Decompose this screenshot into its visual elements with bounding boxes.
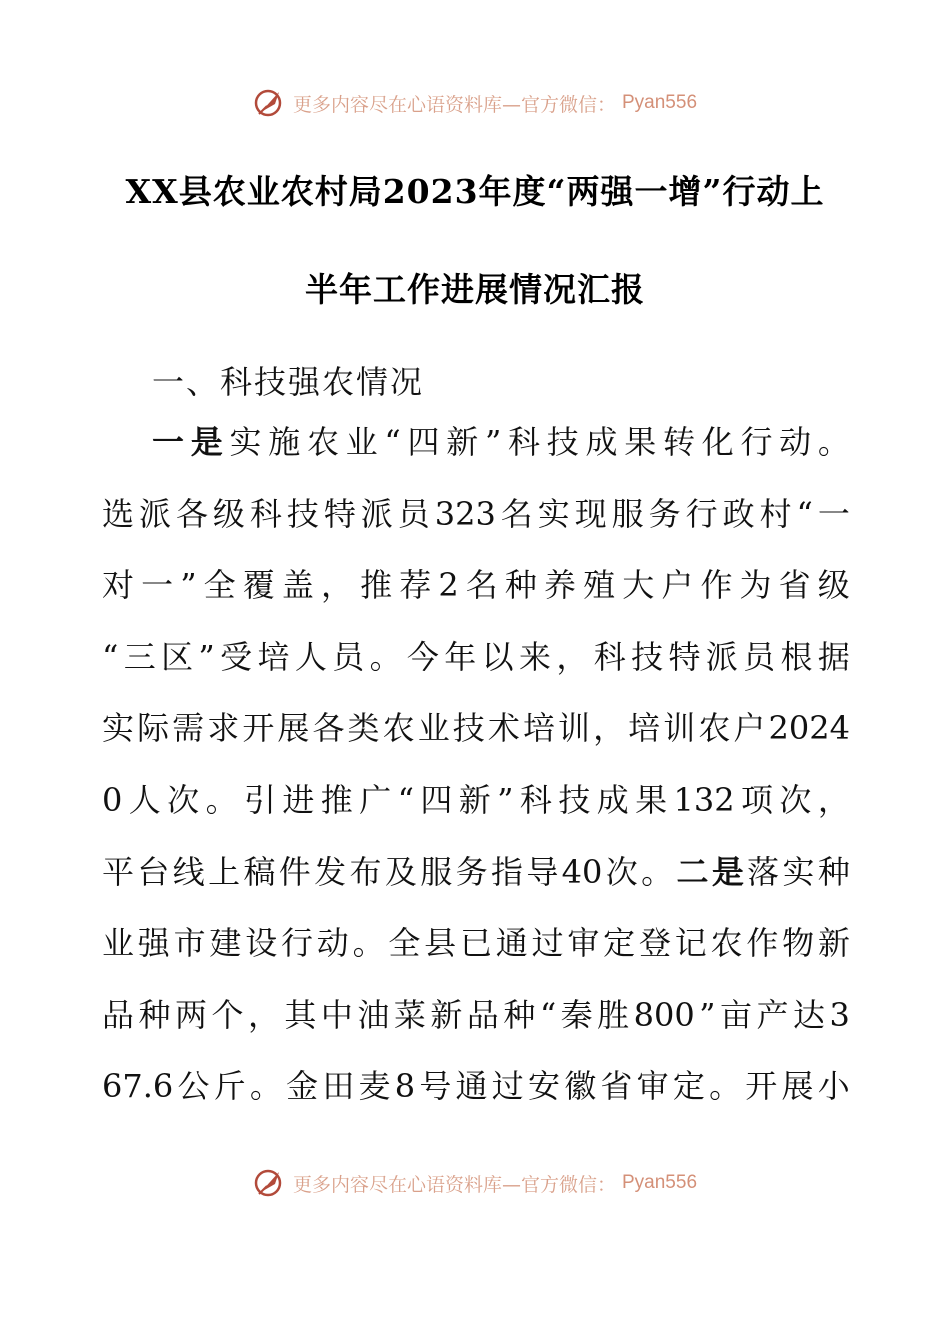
text-glyph: 斤 (213, 1067, 246, 1106)
text-glyph: 两 (174, 995, 207, 1034)
text-glyph: 技 (546, 423, 579, 461)
text-glyph: 实 (782, 852, 815, 891)
text-glyph: 。 (352, 924, 385, 963)
text-glyph: 村 (759, 494, 792, 533)
text-glyph: 化 (701, 423, 734, 461)
text-glyph: 展 (781, 1067, 814, 1106)
text-glyph: 覆 (242, 566, 275, 605)
text-glyph: 成 (596, 781, 629, 819)
text-glyph: ， (593, 709, 626, 748)
text-glyph: 展 (277, 709, 310, 748)
text-glyph: “ (397, 781, 414, 819)
text-glyph: 。 (249, 1067, 282, 1106)
text-glyph: 技 (558, 781, 591, 819)
text-glyph: 培 (257, 637, 290, 676)
text-glyph: 其 (284, 995, 317, 1034)
text-glyph: 派 (360, 494, 393, 533)
text-glyph: 培 (628, 709, 661, 748)
text-glyph: 作 (700, 566, 733, 605)
text-glyph: 以 (481, 637, 514, 676)
text-glyph: 实 (229, 423, 262, 461)
text-glyph: 人 (128, 781, 161, 819)
text-glyph: 业 (345, 423, 378, 461)
text-glyph: 0 (102, 781, 123, 819)
text-glyph: 养 (544, 566, 577, 605)
text-glyph: 术 (487, 709, 520, 748)
text-glyph: 需 (172, 709, 205, 748)
text-glyph: 定 (603, 924, 636, 963)
paragraph-line (102, 780, 850, 820)
paragraph-line (102, 1066, 850, 1106)
text-glyph: 服 (611, 494, 644, 533)
paragraph-line (102, 494, 850, 534)
text-glyph: 农 (382, 709, 415, 748)
quill-logo-icon (253, 86, 287, 120)
paragraph-line (102, 995, 850, 1035)
text-glyph: 800 (633, 995, 695, 1034)
text-glyph: ， (321, 566, 354, 605)
text-glyph: 县 (424, 924, 457, 963)
text-glyph: 件 (278, 852, 311, 891)
emphasis-marker: 一 (152, 423, 185, 461)
text-glyph: 徽 (564, 1067, 597, 1106)
text-glyph: 达 (792, 995, 825, 1034)
text-glyph: 种 (138, 995, 171, 1034)
text-glyph: 一 (141, 566, 174, 605)
text-glyph: 人 (294, 637, 327, 676)
document-title-line-2: 半年工作进展情况汇报 (305, 270, 645, 309)
text-glyph: 大 (622, 566, 655, 605)
text-glyph: 各 (175, 494, 208, 533)
text-glyph: 现 (574, 494, 607, 533)
text-glyph: 技 (286, 494, 319, 533)
section-heading: 一、科技强农情况 (152, 363, 425, 401)
text-glyph: 科 (593, 637, 626, 676)
text-glyph: 布 (349, 852, 382, 891)
paragraph-line (102, 565, 850, 605)
watermark-footer (0, 1166, 950, 1200)
text-glyph: 市 (173, 924, 206, 963)
text-glyph: 过 (531, 924, 564, 963)
text-glyph: 求 (207, 709, 240, 748)
text-glyph: 上 (208, 852, 241, 891)
text-glyph: 特 (668, 637, 701, 676)
text-glyph: 油 (357, 995, 390, 1034)
text-glyph: 作 (746, 924, 779, 963)
text-glyph: 通 (495, 924, 528, 963)
text-glyph: 科 (249, 494, 282, 533)
text-glyph: 级 (212, 494, 245, 533)
text-glyph: 强 (137, 924, 170, 963)
text-glyph: 行 (740, 423, 773, 461)
text-glyph: 次 (779, 781, 812, 819)
text-glyph: 今 (406, 637, 439, 676)
text-glyph: 施 (268, 423, 301, 461)
text-glyph: 技 (631, 637, 664, 676)
watermark-text: 更多内容尽在心语资料库—官方微信： (292, 1173, 616, 1196)
text-glyph: 受 (220, 637, 253, 676)
text-glyph: 开 (745, 1067, 778, 1106)
text-glyph: 号 (419, 1067, 452, 1106)
text-glyph: 实 (537, 494, 570, 533)
text-glyph: 。 (709, 1067, 742, 1106)
text-glyph: 中 (320, 995, 353, 1034)
text-glyph: 政 (722, 494, 755, 533)
document-title-line-1: XX县农业农村局2023年度“两强一增”行动上 (125, 172, 825, 211)
text-glyph: 稿 (243, 852, 276, 891)
text-glyph: 新 (458, 781, 491, 819)
text-glyph: 麦 (358, 1067, 391, 1106)
text-glyph: 2024 (768, 709, 850, 748)
text-glyph: “ (102, 637, 119, 676)
text-glyph: 种 (503, 995, 536, 1034)
text-glyph: 行 (280, 924, 313, 963)
watermark-wechat-id: Pyan556 (622, 92, 698, 113)
text-glyph: 果 (635, 781, 668, 819)
text-glyph: 种 (817, 852, 850, 891)
text-glyph: 根 (780, 637, 813, 676)
text-glyph: ， (247, 995, 280, 1034)
text-glyph: 年 (444, 637, 477, 676)
text-glyph: 亩 (719, 995, 752, 1034)
text-glyph: 秦 (560, 995, 593, 1034)
text-glyph: 登 (638, 924, 671, 963)
text-glyph: 物 (782, 924, 815, 963)
text-glyph: 动 (316, 924, 349, 963)
text-glyph: “ (539, 995, 557, 1034)
text-glyph: 品 (102, 995, 135, 1034)
text-glyph: ” (198, 637, 215, 676)
text-glyph: 科 (508, 423, 541, 461)
text-glyph: 记 (674, 924, 707, 963)
paragraph-line (102, 708, 850, 748)
text-glyph: 胜 (597, 995, 630, 1034)
text-glyph: 成 (585, 423, 618, 461)
text-glyph: 审 (567, 924, 600, 963)
text-glyph: 引 (243, 781, 276, 819)
text-glyph: 。 (817, 423, 850, 461)
text-glyph: 开 (242, 709, 275, 748)
text-glyph: 农 (710, 924, 743, 963)
paragraph-line (152, 422, 850, 462)
text-glyph: “ (796, 494, 813, 533)
text-glyph: 67.6 (102, 1067, 174, 1106)
text-glyph: 果 (624, 423, 657, 461)
text-glyph: 服 (420, 852, 453, 891)
text-glyph: 平 (102, 852, 135, 891)
emphasis-marker: 是 (190, 423, 223, 461)
text-glyph: 际 (137, 709, 170, 748)
text-glyph: 全 (388, 924, 421, 963)
text-glyph: 级 (817, 566, 850, 605)
paragraph-line (102, 852, 850, 892)
text-glyph: 对 (102, 566, 135, 605)
text-glyph: 全 (203, 566, 236, 605)
text-glyph: 审 (636, 1067, 669, 1106)
text-glyph: 40 (561, 852, 603, 891)
text-glyph: 转 (662, 423, 695, 461)
text-glyph: 菜 (393, 995, 426, 1034)
text-glyph: 四 (420, 781, 453, 819)
text-glyph: 新 (430, 995, 463, 1034)
text-glyph: 产 (756, 995, 789, 1034)
paragraph-line (102, 923, 850, 963)
text-glyph: 导 (526, 852, 559, 891)
text-glyph: 员 (743, 637, 776, 676)
text-glyph: 个 (211, 995, 244, 1034)
watermark-text: 更多内容尽在心语资料库—官方微信： (292, 93, 616, 116)
text-glyph: 定 (672, 1067, 705, 1106)
text-glyph: 员 (397, 494, 430, 533)
text-glyph: 田 (322, 1067, 355, 1106)
text-glyph: 实 (102, 709, 135, 748)
text-glyph: 小 (817, 1067, 850, 1106)
text-glyph: 培 (522, 709, 555, 748)
text-glyph: 2 (438, 566, 459, 605)
text-glyph: 业 (102, 924, 135, 963)
text-glyph: 区 (161, 637, 194, 676)
text-glyph: 台 (137, 852, 170, 891)
text-glyph: 员 (332, 637, 365, 676)
text-glyph: ， (817, 781, 850, 819)
text-glyph: 种 (504, 566, 537, 605)
text-glyph: 建 (209, 924, 242, 963)
text-glyph: 推 (360, 566, 393, 605)
text-glyph: 省 (600, 1067, 633, 1106)
text-glyph: 技 (452, 709, 485, 748)
text-glyph: 金 (286, 1067, 319, 1106)
text-glyph: 盖 (281, 566, 314, 605)
text-glyph: 农 (698, 709, 731, 748)
text-glyph: 落 (747, 852, 780, 891)
text-glyph: “ (384, 423, 401, 461)
text-glyph: 荐 (399, 566, 432, 605)
text-glyph: 。 (369, 637, 402, 676)
text-glyph: 务 (648, 494, 681, 533)
text-glyph: 8 (394, 1067, 416, 1106)
emphasis-marker: 是 (711, 852, 744, 891)
text-glyph: 一 (817, 494, 850, 533)
text-glyph: 类 (347, 709, 380, 748)
text-glyph: 3 (829, 995, 850, 1034)
text-glyph: ” (497, 781, 514, 819)
text-glyph: 品 (466, 995, 499, 1034)
text-glyph: 四 (407, 423, 440, 461)
text-glyph: 行 (685, 494, 718, 533)
text-glyph: 派 (138, 494, 171, 533)
emphasis-marker: 二 (676, 852, 709, 891)
text-glyph: 户 (733, 709, 766, 748)
text-glyph: 据 (817, 637, 850, 676)
text-glyph: 323 (434, 494, 496, 533)
text-glyph: 公 (177, 1067, 210, 1106)
text-glyph: 农 (306, 423, 339, 461)
text-glyph: 次 (605, 852, 638, 891)
watermark-wechat-id: Pyan556 (622, 1172, 698, 1193)
text-glyph: 广 (359, 781, 392, 819)
text-glyph: 指 (490, 852, 523, 891)
text-glyph: ” (180, 566, 197, 605)
text-glyph: 新 (817, 924, 850, 963)
text-glyph: 省 (778, 566, 811, 605)
text-glyph: 推 (320, 781, 353, 819)
text-glyph: 训 (663, 709, 696, 748)
text-glyph: 名 (465, 566, 498, 605)
text-glyph: 新 (446, 423, 479, 461)
text-glyph: 殖 (583, 566, 616, 605)
text-glyph: ” (699, 995, 716, 1034)
paragraph-line (102, 637, 850, 677)
text-glyph: ” (484, 423, 502, 461)
text-glyph: 已 (459, 924, 492, 963)
text-glyph: 进 (282, 781, 315, 819)
watermark-header (0, 86, 950, 120)
text-glyph: 业 (417, 709, 450, 748)
text-glyph: 特 (323, 494, 356, 533)
text-glyph: 训 (558, 709, 591, 748)
text-glyph: 三 (123, 637, 156, 676)
text-glyph: 过 (491, 1067, 524, 1106)
text-glyph: 来 (519, 637, 552, 676)
text-glyph: 及 (384, 852, 417, 891)
text-glyph: 132 (673, 781, 735, 819)
text-glyph: 发 (314, 852, 347, 891)
text-glyph: 各 (312, 709, 345, 748)
text-glyph: 动 (779, 423, 812, 461)
text-glyph: 选 (102, 494, 135, 533)
text-glyph: 安 (527, 1067, 560, 1106)
text-glyph: 线 (172, 852, 205, 891)
text-glyph: 设 (245, 924, 278, 963)
text-glyph: 务 (455, 852, 488, 891)
text-glyph: 派 (705, 637, 738, 676)
text-glyph: 为 (739, 566, 772, 605)
text-glyph: 。 (205, 781, 238, 819)
text-glyph: 项 (741, 781, 774, 819)
text-glyph: 名 (500, 494, 533, 533)
text-glyph: 。 (641, 852, 674, 891)
quill-logo-icon (253, 1166, 287, 1200)
text-glyph: 户 (661, 566, 694, 605)
text-glyph: 通 (455, 1067, 488, 1106)
text-glyph: 科 (519, 781, 552, 819)
text-glyph: 次 (167, 781, 200, 819)
text-glyph: ， (556, 637, 589, 676)
